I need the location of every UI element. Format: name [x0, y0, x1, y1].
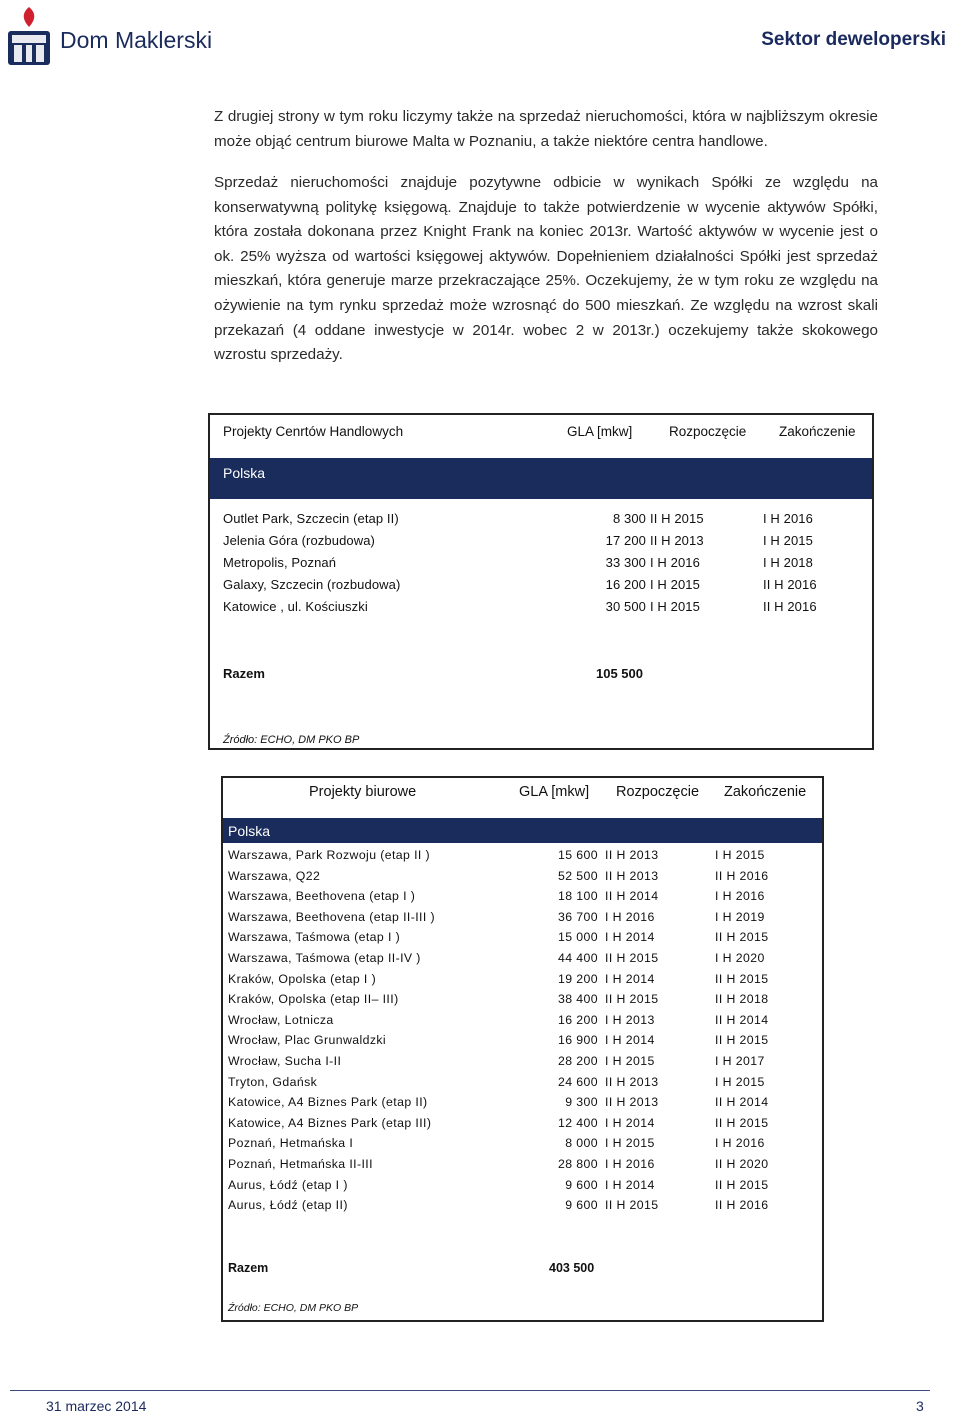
- page-number: 3: [916, 1398, 924, 1414]
- table-row: [210, 599, 872, 621]
- total-value: 105 500: [596, 666, 643, 681]
- col-header-project: Projekty biurowe: [309, 784, 417, 800]
- paragraph-2: Sprzedaż nieruchomości znajduje pozytywne odbicie w wynikach Spółki ze względu na konserwatywną politykę księgową. Znajduje to także potwierdzenie w wycenie aktywów Spółki, która została dokonana przez Knight Frank na koniec 2013r. Wartość aktywów w wycenie jest o ok. 25% wyższa od wartości księgowej aktywów. Dopełnieniem działalności Spółki jest sprzedaż mieszkań, która generuje marze przekraczające 25%. Oczekujemy, że w tym roku ze względu na ożywienie na tym rynku sprzedaż może wzrosnąć do 500 mieszkań. Ze względu na wzrost skali przekazań (4 oddane inwestycje w 2014r. wobec 2 w 2013r.) oczekujemy także skokowego wzrostu sprzedaży.: [214, 174, 878, 364]
- end-period: II H 2016: [715, 1198, 769, 1213]
- gla-value: 38 400: [557, 992, 598, 1007]
- end-period: I H 2015: [715, 848, 765, 862]
- gla-value: 52 500: [557, 868, 598, 883]
- start-period: I H 2015: [605, 1054, 655, 1068]
- table-row: [210, 533, 872, 555]
- start-period: I H 2014: [605, 930, 655, 945]
- end-period: I H 2016: [763, 511, 813, 526]
- gla-value: 8 300: [612, 511, 646, 526]
- total-value: 403 500: [549, 1261, 595, 1275]
- end-period: I H 2018: [763, 555, 813, 570]
- end-period: I H 2019: [715, 909, 765, 924]
- project-name: Wrocław, Plac Grunwaldzki: [228, 1033, 387, 1048]
- gla-value: 28 200: [557, 1054, 598, 1068]
- gla-value: 33 300: [605, 555, 646, 570]
- retail-projects-table: [208, 413, 874, 750]
- end-period: II H 2015: [715, 1177, 769, 1192]
- gla-value: 16 200: [605, 577, 646, 592]
- table-row: [223, 1136, 822, 1157]
- start-period: I H 2016: [650, 555, 700, 570]
- start-period: II H 2013: [650, 533, 704, 548]
- end-period: II H 2016: [715, 868, 769, 883]
- paragraph-1: Z drugiej strony w tym roku liczymy także na sprzedaż nieruchomości, która w najbliższym okresie może objąć centrum biurowe Malta w Poznaniu, a także niektóre centra handlowe.: [214, 108, 878, 150]
- end-period: II H 2014: [715, 1095, 769, 1110]
- start-period: II H 2013: [605, 868, 659, 883]
- table-row: [223, 1198, 822, 1219]
- project-name: Aurus, Łódź (etap I ): [228, 1177, 348, 1192]
- start-period: II H 2015: [605, 992, 659, 1007]
- project-name: Outlet Park, Szczecin (etap II): [223, 511, 399, 526]
- end-period: I H 2015: [715, 1074, 765, 1089]
- project-name: Warszawa, Taśmowa (etap I ): [228, 930, 401, 945]
- gla-value: 12 400: [557, 1115, 598, 1130]
- table-row: [223, 1013, 822, 1034]
- start-period: I H 2015: [650, 599, 700, 614]
- table-row: [223, 951, 822, 972]
- project-name: Galaxy, Szczecin (rozbudowa): [223, 577, 401, 592]
- project-name: Warszawa, Park Rozwoju (etap II ): [228, 848, 431, 862]
- table-row: [223, 889, 822, 910]
- source-note: Źródło: ECHO, DM PKO BP: [223, 734, 360, 746]
- pko-logo: [6, 5, 52, 67]
- gla-value: 9 600: [565, 1198, 598, 1213]
- project-name: Katowice, A4 Biznes Park (etap II): [228, 1095, 428, 1110]
- start-period: I H 2015: [650, 577, 700, 592]
- end-period: II H 2016: [763, 599, 817, 614]
- gla-value: 16 900: [557, 1033, 598, 1048]
- table-row: [223, 972, 822, 993]
- project-name: Warszawa, Beethovena (etap II-III ): [228, 909, 435, 924]
- project-name: Jelenia Góra (rozbudowa): [223, 533, 375, 548]
- project-name: Poznań, Hetmańska I: [228, 1136, 354, 1151]
- table-row: [210, 577, 872, 599]
- gla-value: 9 300: [565, 1095, 598, 1110]
- gla-value: 36 700: [557, 909, 598, 924]
- table-row: [223, 848, 822, 869]
- project-name: Wrocław, Lotnicza: [228, 1012, 334, 1027]
- start-period: II H 2015: [650, 511, 704, 526]
- table-row: [210, 555, 872, 577]
- project-name: Kraków, Opolska (etap I ): [228, 971, 377, 986]
- start-period: II H 2014: [605, 889, 659, 904]
- table-row: [223, 1178, 822, 1199]
- gla-value: 19 200: [557, 971, 598, 986]
- table-row: [223, 1075, 822, 1096]
- project-name: Tryton, Gdańsk: [228, 1074, 318, 1089]
- end-period: I H 2015: [763, 533, 813, 548]
- start-period: I H 2015: [605, 1136, 655, 1151]
- project-name: Warszawa, Taśmowa (etap II-IV ): [228, 951, 421, 965]
- project-name: Kraków, Opolska (etap II– III): [228, 992, 399, 1007]
- start-period: I H 2014: [605, 1177, 655, 1192]
- end-period: II H 2014: [715, 1012, 769, 1027]
- brand-name: Dom Maklerski: [60, 27, 213, 53]
- end-period: II H 2015: [715, 971, 769, 986]
- end-period: I H 2016: [715, 889, 765, 904]
- source-note: Źródło: ECHO, DM PKO BP: [228, 1302, 359, 1314]
- start-period: II H 2013: [605, 1074, 659, 1089]
- col-header-end: Zakończenie: [724, 784, 807, 800]
- end-period: I H 2016: [715, 1136, 765, 1151]
- project-name: Katowice, A4 Biznes Park (etap III): [228, 1115, 432, 1130]
- gla-value: 24 600: [557, 1074, 598, 1089]
- project-name: Wrocław, Sucha I-II: [228, 1054, 342, 1068]
- end-period: I H 2020: [715, 951, 765, 965]
- project-name: Metropolis, Poznań: [223, 555, 337, 570]
- start-period: II H 2015: [605, 1198, 659, 1213]
- project-name: Aurus, Łódź (etap II): [228, 1198, 348, 1213]
- start-period: II H 2013: [605, 1095, 659, 1110]
- start-period: I H 2014: [605, 1115, 655, 1130]
- gla-value: 17 200: [605, 533, 646, 548]
- start-period: I H 2016: [605, 1157, 655, 1171]
- start-period: II H 2015: [605, 951, 659, 965]
- start-period: I H 2014: [605, 971, 655, 986]
- table-row: [223, 1095, 822, 1116]
- table-row: [223, 1116, 822, 1137]
- table-row: [223, 910, 822, 931]
- table-row: [223, 1157, 822, 1178]
- gla-value: 15 000: [557, 930, 598, 945]
- col-header-end: Zakończenie: [779, 424, 856, 439]
- region-band: [223, 818, 822, 843]
- table-row: [223, 869, 822, 890]
- col-header-project: Projekty Cenrtów Handlowych: [223, 424, 404, 439]
- section-title: Sektor deweloperski: [761, 29, 946, 50]
- project-name: Warszawa, Q22: [228, 868, 321, 883]
- start-period: I H 2013: [605, 1012, 655, 1027]
- start-period: I H 2014: [605, 1033, 655, 1048]
- table-row: [223, 1054, 822, 1075]
- project-name: Katowice , ul. Kościuszki: [223, 599, 368, 614]
- col-header-gla: GLA [mkw]: [567, 424, 633, 439]
- gla-value: 16 200: [557, 1012, 598, 1027]
- end-period: I H 2017: [715, 1054, 765, 1068]
- gla-value: 18 100: [557, 889, 598, 904]
- table-row: [210, 511, 872, 533]
- total-label: Razem: [228, 1261, 269, 1275]
- col-header-start: Rozpoczęcie: [669, 424, 747, 439]
- total-label: Razem: [223, 666, 265, 681]
- gla-value: 15 600: [557, 848, 598, 862]
- footer-rule: [10, 1390, 930, 1391]
- footer-date: 31 marzec 2014: [46, 1398, 147, 1414]
- col-header-gla: GLA [mkw]: [519, 784, 590, 800]
- gla-value: 8 000: [565, 1136, 598, 1151]
- gla-value: 9 600: [565, 1177, 598, 1192]
- gla-value: 44 400: [557, 951, 598, 965]
- start-period: II H 2013: [605, 848, 659, 862]
- start-period: I H 2016: [605, 909, 655, 924]
- region-label: Polska: [223, 465, 266, 481]
- table-row: [223, 930, 822, 951]
- end-period: II H 2015: [715, 930, 769, 945]
- project-name: Poznań, Hetmańska II-III: [228, 1157, 373, 1171]
- col-header-start: Rozpoczęcie: [616, 784, 700, 800]
- end-period: II H 2018: [715, 992, 769, 1007]
- region-band: [210, 458, 872, 499]
- end-period: II H 2015: [715, 1115, 769, 1130]
- table-row: [223, 992, 822, 1013]
- gla-value: 28 800: [557, 1157, 598, 1171]
- end-period: II H 2015: [715, 1033, 769, 1048]
- office-projects-table: [221, 776, 824, 1322]
- end-period: II H 2016: [763, 577, 817, 592]
- region-label: Polska: [228, 823, 271, 839]
- project-name: Warszawa, Beethovena (etap I ): [228, 889, 416, 904]
- gla-value: 30 500: [605, 599, 646, 614]
- end-period: II H 2020: [715, 1157, 769, 1171]
- table-row: [223, 1033, 822, 1054]
